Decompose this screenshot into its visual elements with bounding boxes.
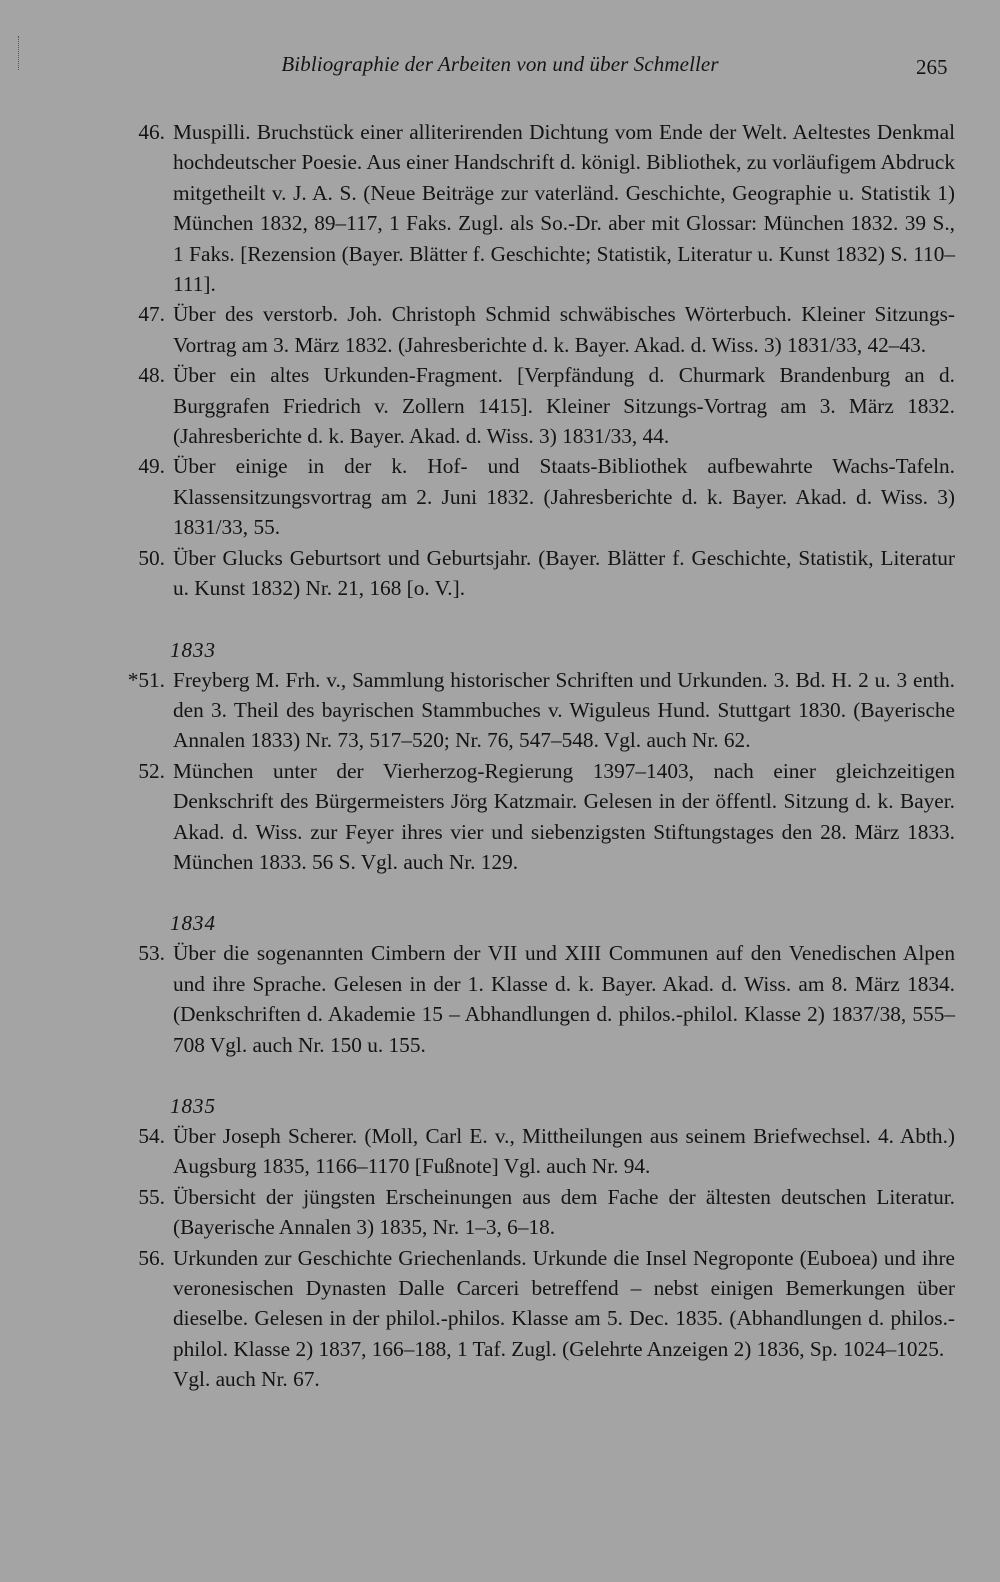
entry-number: 50.	[138, 545, 165, 570]
entry-number: 52.	[138, 758, 165, 783]
bibliography-entry	[110, 299, 955, 360]
entry-text: Über ein altes Urkunden-Fragment. [Verpfändung d. Churmark Brandenburg an d. Burggrafen Friedrich v. Zollern 1415]. Kleiner Sitzungs-Vortrag am 3. März 1832. (Jahresberichte d. k. Bayer. Akad. d. Wiss. 3) 1831/33, 44.	[173, 363, 955, 449]
entry-text: Über einige in der k. Hof- und Staats-Bibliothek aufbewahrte Wachs-Tafeln. Klassensitzungsvortrag am 2. Juni 1832. (Jahresberichte d. k. Bayer. Akad. d. Wiss. 3) 1831/33, 55.	[173, 454, 955, 540]
cross-reference-note: Vgl. auch Nr. 67.	[173, 1367, 320, 1392]
bibliography-entry	[110, 451, 955, 542]
bibliography-entry	[110, 543, 955, 604]
year-heading-1833: 1833	[170, 637, 216, 662]
year-heading-1835: 1835	[170, 1093, 216, 1118]
entry-number: 54.	[138, 1123, 165, 1148]
entry-text: Über Glucks Geburtsort und Geburtsjahr. (Bayer. Blätter f. Geschichte, Statistik, Literatur u. Kunst 1832) Nr. 21, 168 [o. V.].	[173, 545, 955, 601]
entry-number: 48.	[138, 363, 165, 388]
entry-text: Muspilli. Bruchstück einer alliterirenden Dichtung vom Ende der Welt. Aeltestes Denkmal hochdeutscher Poesie. Aus einer Handschrift d. königl. Bibliothek, zu vorläufigem Abdruck mitgetheilt v. J. A. S. (Neue Beiträge zur vaterländ. Geschichte, Geographie u. Statistik 1) München 1832, 89–117, 1 Faks. Zugl. als So.-Dr. aber mit Glossar: München 1832. 39 S., 1 Faks. [Rezension (Bayer. Blätter f. Geschichte; Statistik, Literatur u. Kunst 1832) S. 110–111].	[173, 120, 955, 297]
entry-number: *51.	[127, 667, 165, 692]
entry-number: 47.	[138, 302, 165, 327]
entry-number: 56.	[138, 1245, 165, 1270]
bibliography-entry	[110, 938, 955, 1060]
bibliography-entry	[110, 1243, 955, 1365]
entry-text: Über die sogenannten Cimbern der VII und XIII Communen auf den Venedischen Alpen und ihre Sprache. Gelesen in der 1. Klasse d. k. Bayer. Akad. d. Wiss. am 8. März 1834. (Denkschriften d. Akademie 15 – Abhandlungen d. philos.-philol. Klasse 2) 1837/38, 555–708 Vgl. auch Nr. 150 u. 155.	[173, 941, 955, 1057]
page-number: 265	[916, 55, 948, 79]
entry-text: Über des verstorb. Joh. Christoph Schmid schwäbisches Wörterbuch. Kleiner Sitzungs-Vortrag am 3. März 1832. (Jahresberichte d. k. Bayer. Akad. d. Wiss. 3) 1831/33, 42–43.	[173, 302, 955, 357]
bibliography-entry	[110, 117, 955, 299]
running-header: Bibliographie der Arbeiten von und über Schmeller	[281, 52, 719, 76]
bibliography-list	[110, 117, 955, 1395]
year-heading-1834: 1834	[170, 911, 216, 936]
bibliography-entry	[110, 665, 955, 756]
entry-text: Über Joseph Scherer. (Moll, Carl E. v., Mittheilungen aus seinem Briefwechsel. 4. Abth.) Augsburg 1835, 1166–1170 [Fußnote] Vgl. auch Nr. 94.	[173, 1123, 955, 1179]
entry-number: 53.	[138, 941, 165, 966]
entry-text: Urkunden zur Geschichte Griechenlands. Urkunde die Insel Negroponte (Euboea) und ihre veronesischen Dynasten Dalle Carceri betreffend – nebst einigen Bemerkungen über dieselbe. Gelesen in der philol.-philos. Klasse am 5. Dec. 1835. (Abhandlungen d. philos.-philol. Klasse 2) 1837, 166–188, 1 Taf. Zugl. (Gelehrte Anzeigen 2) 1836, Sp. 1024–1025.	[173, 1245, 955, 1361]
bibliography-entry	[110, 756, 955, 878]
entry-number: 46.	[138, 120, 165, 144]
entry-number: 49.	[138, 454, 165, 479]
bibliography-entry	[110, 1182, 955, 1243]
bibliography-entry	[110, 1121, 955, 1182]
entry-text: Übersicht der jüngsten Erscheinungen aus dem Fache der ältesten deutschen Literatur. (Bayerische Annalen 3) 1835, Nr. 1–3, 6–18.	[173, 1184, 955, 1240]
bibliography-entry	[110, 360, 955, 451]
entry-text: München unter der Vierherzog-Regierung 1397–1403, nach einer gleichzeitigen Denkschrift des Bürgermeisters Jörg Katzmair. Gelesen in der öffentl. Sitzung d. k. Bayer. Akad. d. Wiss. zur Feyer ihres vier und siebenzigsten Stiftungstages den 28. März 1833. München 1833. 56 S. Vgl. auch Nr. 129.	[173, 758, 955, 874]
entry-text: Freyberg M. Frh. v., Sammlung historischer Schriften und Urkunden. 3. Bd. H. 2 u. 3 enth. den 3. Theil des bayrischen Stammbuches v. Wiguleus Hund. Stuttgart 1830. (Bayerische Annalen 1833) Nr. 73, 517–520; Nr. 76, 547–548. Vgl. auch Nr. 62.	[173, 667, 955, 753]
entry-number: 55.	[138, 1184, 165, 1209]
